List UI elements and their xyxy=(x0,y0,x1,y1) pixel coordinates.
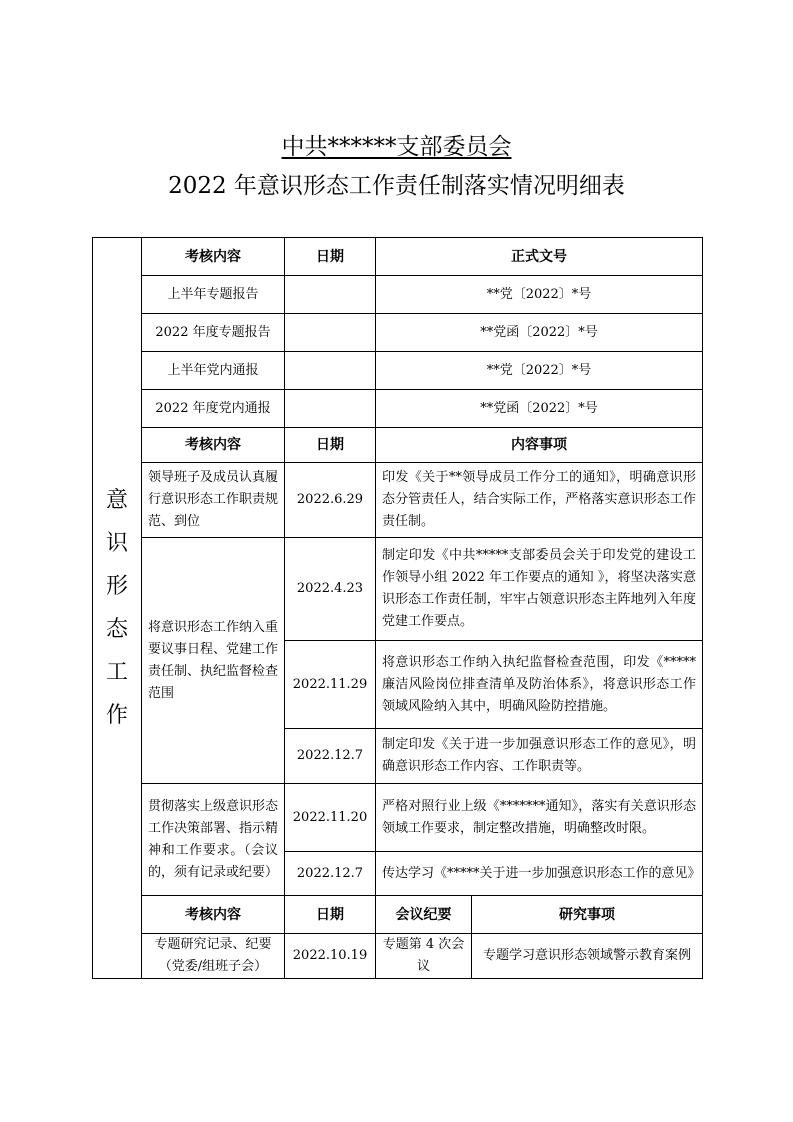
item-cell: 2022 年度专题报告 xyxy=(142,314,285,352)
date-cell: 2022.6.29 xyxy=(285,463,376,538)
document-subtitle: 2022 年意识形态工作责任制落实情况明细表 xyxy=(168,173,625,199)
content-cell: 制定印发《关于进一步加强意识形态工作的意见》，明确意识形态工作内容、工作职责等。 xyxy=(376,729,703,784)
document-title: 中共******支部委员会 xyxy=(281,134,512,160)
date-cell xyxy=(285,352,376,390)
table-row xyxy=(93,463,703,538)
content-cell: 严格对照行业上级《*******通知》，落实有关意识形态领域工作要求，制定整改措施，明确整改时限。 xyxy=(376,784,703,852)
doc-no-cell: **党〔2022〕*号 xyxy=(376,276,703,314)
content-cell: 印发《关于**领导成员工作分工的通知》，明确意识形态分管责任人，结合实际工作，严格落实意识形态工作责任制。 xyxy=(376,463,703,538)
header-content: 内容事项 xyxy=(376,428,703,463)
date-cell: 2022.12.7 xyxy=(285,852,376,896)
content-cell: 传达学习《*****关于进一步加强意识形态工作的意见》 xyxy=(376,852,703,896)
doc-no-cell: **党函〔2022〕*号 xyxy=(376,314,703,352)
date-cell: 2022.4.23 xyxy=(285,538,376,641)
header-item: 考核内容 xyxy=(142,428,285,463)
table-row xyxy=(93,934,703,979)
date-cell: 2022.11.29 xyxy=(285,641,376,729)
table-row xyxy=(93,784,703,852)
content-cell: 制定印发《中共*****支部委员会关于印发党的建设工作领导小组 2022 年工作要点的通知 》，将坚决落实意识形态工作责任制，牢牢占领意识形态主阵地列入年度党建工作要点。 xyxy=(376,538,703,641)
header-minutes: 会议纪要 xyxy=(376,896,472,934)
header-date: 日期 xyxy=(285,428,376,463)
date-cell: 2022.11.20 xyxy=(285,784,376,852)
header-item: 考核内容 xyxy=(142,238,285,276)
header-date: 日期 xyxy=(285,896,376,934)
date-cell xyxy=(285,314,376,352)
header-doc-no: 正式文号 xyxy=(376,238,703,276)
table-row xyxy=(93,352,703,390)
header-item: 考核内容 xyxy=(142,896,285,934)
header-date: 日期 xyxy=(285,238,376,276)
responsibility-table xyxy=(92,237,703,979)
content-cell: 将意识形态工作纳入执纪监督检查范围，印发《*****廉洁风险岗位排查清单及防治体系》，将意识形态工作领域风险纳入其中，明确风险防控措施。 xyxy=(376,641,703,729)
date-cell xyxy=(285,276,376,314)
doc-no-cell: **党〔2022〕*号 xyxy=(376,352,703,390)
item-cell: 领导班子及成员认真履行意识形态工作职责规范、到位 xyxy=(142,463,285,538)
header-topic: 研究事项 xyxy=(472,896,703,934)
date-cell: 2022.10.19 xyxy=(285,934,376,979)
side-category-label: 意识形态工作 xyxy=(93,238,142,979)
item-cell: 专题研究记录、纪要（党委/组班子会） xyxy=(142,934,285,979)
minutes-cell: 专题第 4 次会议 xyxy=(376,934,472,979)
topic-cell: 专题学习意识形态领域警示教育案例 xyxy=(472,934,703,979)
item-cell: 贯彻落实上级意识形态工作决策部署、指示精神和工作要求。（会议的，须有记录或纪要） xyxy=(142,784,285,896)
table-row xyxy=(93,276,703,314)
item-cell: 上半年党内通报 xyxy=(142,352,285,390)
doc-no-cell: **党函〔2022〕*号 xyxy=(376,390,703,428)
table-row xyxy=(93,390,703,428)
date-cell xyxy=(285,390,376,428)
item-cell: 2022 年度党内通报 xyxy=(142,390,285,428)
date-cell: 2022.12.7 xyxy=(285,729,376,784)
item-cell: 将意识形态工作纳入重要议事日程、党建工作责任制、执纪监督检查范围 xyxy=(142,538,285,784)
table-row xyxy=(93,538,703,641)
table-row xyxy=(93,314,703,352)
item-cell: 上半年专题报告 xyxy=(142,276,285,314)
